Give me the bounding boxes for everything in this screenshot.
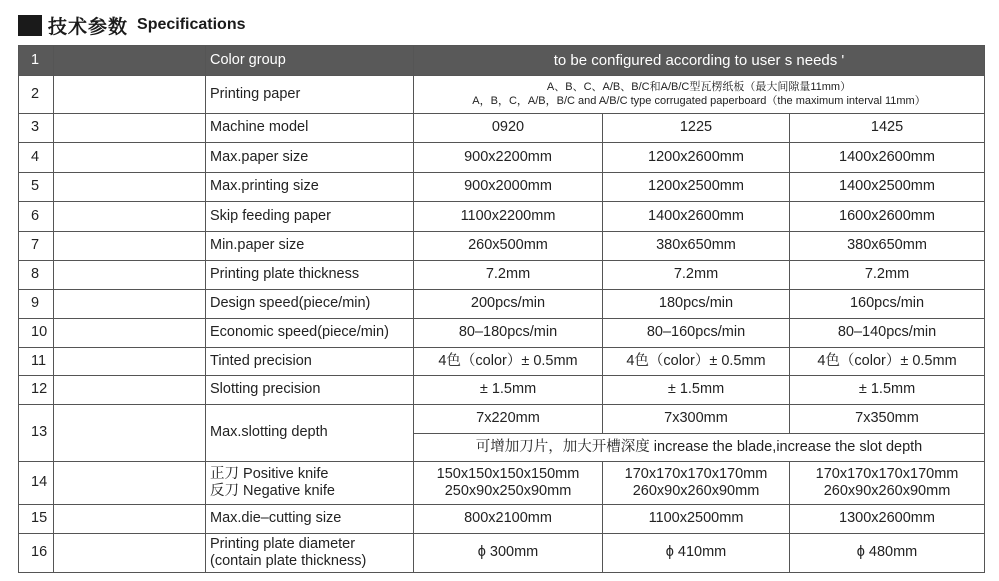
empty-cell	[54, 505, 206, 534]
row-label: Max.slotting depth	[206, 405, 414, 462]
empty-cell	[54, 319, 206, 348]
row-label: Max.paper size	[206, 143, 414, 173]
table-row	[19, 505, 985, 534]
table-row	[19, 46, 985, 76]
row-label: Printing plate thickness	[206, 261, 414, 290]
row-label: Max.printing size	[206, 173, 414, 202]
row-number: 7	[19, 232, 54, 261]
value-cell: 7x300mm	[603, 405, 790, 434]
header-block-marker	[18, 15, 42, 36]
value-cell: ϕ 480mm	[790, 534, 985, 573]
table-row	[19, 261, 985, 290]
empty-cell	[54, 462, 206, 505]
value-cell: 80–180pcs/min	[414, 319, 603, 348]
label-line: 正刀 Positive knife	[210, 465, 329, 482]
row-label: Min.paper size	[206, 232, 414, 261]
row-number: 3	[19, 114, 54, 143]
row-number: 1	[19, 46, 54, 76]
row-value	[414, 76, 985, 114]
value-cell: 260x500mm	[414, 232, 603, 261]
table-row	[19, 376, 985, 405]
value-cell: ± 1.5mm	[790, 376, 985, 405]
specifications-table	[18, 45, 985, 573]
value-cell: 1100x2200mm	[414, 202, 603, 232]
empty-cell	[54, 76, 206, 114]
title-english: Specifications	[137, 16, 246, 33]
value-cell: 7.2mm	[790, 261, 985, 290]
row-number: 16	[19, 534, 54, 573]
table-row	[19, 202, 985, 232]
table-row	[19, 319, 985, 348]
row-number: 13	[19, 405, 54, 462]
row-label: Color group	[206, 46, 414, 76]
row-number: 11	[19, 348, 54, 376]
value-line: 170x170x170x170mm	[624, 465, 768, 482]
table-row	[19, 173, 985, 202]
table-row	[19, 405, 985, 434]
value-cell: ± 1.5mm	[603, 376, 790, 405]
value-cell: 380x650mm	[603, 232, 790, 261]
value-cell: ± 1.5mm	[414, 376, 603, 405]
empty-cell	[54, 202, 206, 232]
label-line: Printing plate diameter	[210, 535, 356, 552]
empty-cell	[54, 143, 206, 173]
empty-cell	[54, 114, 206, 143]
value-cell: 7.2mm	[603, 261, 790, 290]
row-label: Design speed(piece/min)	[206, 290, 414, 319]
row-number: 14	[19, 462, 54, 505]
table-row	[19, 114, 985, 143]
value-cell: 1225	[603, 114, 790, 143]
value-cell: 7x220mm	[414, 405, 603, 434]
table-row	[19, 462, 985, 505]
row-number: 4	[19, 143, 54, 173]
value-line: 250x90x250x90mm	[444, 483, 572, 499]
row-number: 8	[19, 261, 54, 290]
row-label: Economic speed(piece/min)	[206, 319, 414, 348]
empty-cell	[54, 46, 206, 76]
row-label: Max.die–cutting size	[206, 505, 414, 534]
table-row	[19, 76, 985, 114]
value-cell: 1425	[790, 114, 985, 143]
row-number: 15	[19, 505, 54, 534]
value-cell: 0920	[414, 114, 603, 143]
row-label	[206, 462, 414, 505]
value-cell: 80–140pcs/min	[790, 319, 985, 348]
row-number: 6	[19, 202, 54, 232]
value-cell: 7x350mm	[790, 405, 985, 434]
row-label: Machine model	[206, 114, 414, 143]
title-chinese: 技术参数	[48, 15, 129, 38]
value-cell: 1400x2500mm	[790, 173, 985, 202]
value-cell: 1400x2600mm	[790, 143, 985, 173]
value-cell: 1200x2500mm	[603, 173, 790, 202]
row-label	[206, 534, 414, 573]
value-cell: ϕ 300mm	[414, 534, 603, 573]
row-number: 12	[19, 376, 54, 405]
table-row	[19, 290, 985, 319]
value-cell: 800x2100mm	[414, 505, 603, 534]
value-cell: 380x650mm	[790, 232, 985, 261]
row-value: to be configured according to user s needs '	[414, 46, 985, 76]
empty-cell	[54, 376, 206, 405]
value-line: 150x150x150x150mm	[436, 465, 580, 482]
row-number: 10	[19, 319, 54, 348]
value-cell	[414, 462, 603, 505]
empty-cell	[54, 348, 206, 376]
value-cell: 4色（color）± 0.5mm	[790, 348, 985, 376]
row-label: Printing paper	[206, 76, 414, 114]
value-line-english: A，B，C，A/B，B/C and A/B/C type corrugated paperboard（the maximum interval 11mm）	[472, 94, 926, 107]
table-row	[19, 143, 985, 173]
value-cell: 1200x2600mm	[603, 143, 790, 173]
value-cell: 180pcs/min	[603, 290, 790, 319]
empty-cell	[54, 534, 206, 573]
value-line-chinese: A、B、C、A/B、B/C和A/B/C型瓦楞纸板（最大间隙量11mm）	[546, 80, 852, 93]
empty-cell	[54, 173, 206, 202]
table-row	[19, 534, 985, 573]
value-cell: 4色（color）± 0.5mm	[603, 348, 790, 376]
value-cell: 1300x2600mm	[790, 505, 985, 534]
row-number: 2	[19, 76, 54, 114]
value-cell	[790, 462, 985, 505]
value-cell: 200pcs/min	[414, 290, 603, 319]
value-cell: 900x2000mm	[414, 173, 603, 202]
row-label: Tinted precision	[206, 348, 414, 376]
row-number: 9	[19, 290, 54, 319]
row-label: Slotting precision	[206, 376, 414, 405]
value-cell: 80–160pcs/min	[603, 319, 790, 348]
value-cell: 1400x2600mm	[603, 202, 790, 232]
label-line: (contain plate thickness)	[210, 553, 367, 569]
table-row	[19, 232, 985, 261]
value-line: 260x90x260x90mm	[632, 483, 760, 499]
row-label: Skip feeding paper	[206, 202, 414, 232]
value-cell: 7.2mm	[414, 261, 603, 290]
empty-cell	[54, 261, 206, 290]
empty-cell	[54, 290, 206, 319]
value-line: 170x170x170x170mm	[815, 465, 959, 482]
empty-cell	[54, 232, 206, 261]
row-note: 可增加刀片，加大开槽深度 increase the blade,increase the slot depth	[414, 434, 985, 462]
value-cell: ϕ 410mm	[603, 534, 790, 573]
value-cell: 4色（color）± 0.5mm	[414, 348, 603, 376]
empty-cell	[54, 405, 206, 462]
label-line: 反刀 Negative knife	[210, 483, 335, 499]
value-cell: 1100x2500mm	[603, 505, 790, 534]
row-number: 5	[19, 173, 54, 202]
value-cell	[603, 462, 790, 505]
table-row	[19, 348, 985, 376]
value-line: 260x90x260x90mm	[823, 483, 951, 499]
value-cell: 1600x2600mm	[790, 202, 985, 232]
value-cell: 160pcs/min	[790, 290, 985, 319]
section-header	[18, 12, 246, 38]
value-cell: 900x2200mm	[414, 143, 603, 173]
